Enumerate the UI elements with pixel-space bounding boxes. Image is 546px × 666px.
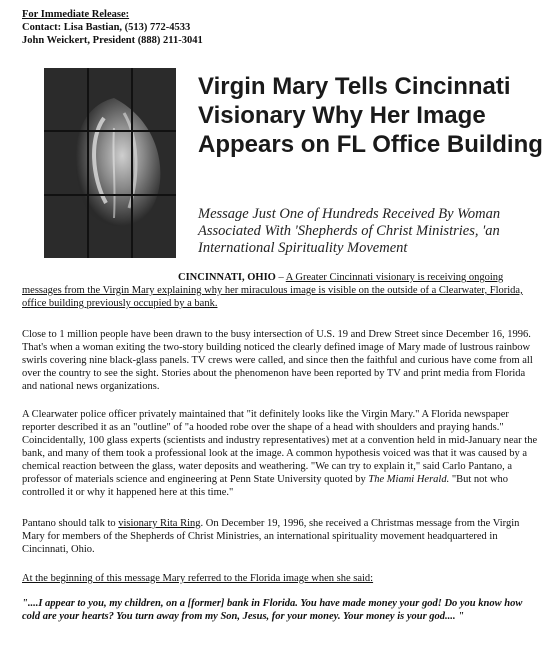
paragraph-2-text-a: A Clearwater police officer privately maintained that "it definitely looks like the Virgin Mary." A Florida newspaper reporter described it as an "outline" of "a hooded robe over the shape of a head with shoulders and praying hands." Coincidentally, 100 glass experts (scientists and industry representatives) met at a convention held in mid-January near the bank, and many of them took a professional look at the image. A common hypothesis voiced was that it was caused by a chemical reaction between the glass, water deposits and weathering. "We can try to explain it," said Carlo Pantano, a professor of materials science and engineering at Penn State University quoted by bbox=[22, 409, 538, 485]
building-image-photo bbox=[44, 68, 176, 258]
body-paragraph-4: At the beginning of this message Mary referred to the Florida image when she said: bbox=[22, 573, 374, 584]
visionary-name: visionary Rita Ring bbox=[118, 518, 201, 529]
paragraph-3-text-b: . On December 19, 1996, she received a Christmas message from the Virgin Mary for members of the Shepherds of Christ Ministries, an international spirituality movement headquartered in Cincinnati, Ohio. bbox=[22, 518, 520, 555]
body-paragraph-2 bbox=[22, 408, 540, 499]
message-quote: "....I appear to you, my children, on a [former] bank in Florida. You have made money your god! Do you know how cold are your hearts? You turn away from my Son, Jesus, for your money. Your money is your god.... " bbox=[22, 598, 523, 622]
release-notice: For Immediate Release: bbox=[22, 9, 130, 20]
newspaper-title: The Miami Herald. bbox=[368, 474, 450, 485]
headline: Virgin Mary Tells Cincinnati Visionary Why Her Image Appears on FL Office Building bbox=[198, 73, 543, 158]
contact-line-2: John Weickert, President (888) 211-3041 bbox=[22, 35, 203, 46]
body-paragraph-1: Close to 1 million people have been drawn to the busy intersection of U.S. 19 and Drew Street since December 16, 1996. That's when a woman exiting the two-story building noticed the clearly defined image of Mary made of lustrous rainbow swirls covering nine black-glass panels. TV crews were called, and since then the faithful and curious have come from all over the country to see the sight. Stories about the phenomenon have been reported by TV and print media from Florida and national news organizations. bbox=[22, 329, 533, 392]
lede-text: A Greater Cincinnati visionary is receiving ongoing messages from the Virgin Mary explaining why her miraculous image is visible on the outside of a Clearwater, Florida, office building previously occupied by a bank. bbox=[22, 272, 523, 309]
body-paragraph-3 bbox=[22, 517, 540, 556]
paragraph-2-text-b: "But not who controlled it or why it happened here at this time." bbox=[22, 474, 509, 498]
contact-line-1: Contact: Lisa Bastian, (513) 772-4533 bbox=[22, 22, 191, 33]
dateline: CINCINNATI, OHIO bbox=[178, 272, 276, 283]
photo-graphic bbox=[44, 68, 176, 258]
press-contact-block bbox=[22, 8, 203, 47]
lede-paragraph bbox=[22, 271, 540, 310]
dateline-dash: – bbox=[275, 272, 286, 283]
subheadline: Message Just One of Hundreds Received By Woman Associated With 'Shepherds of Christ Ministries, 'an International Spirituality Movement bbox=[198, 206, 501, 256]
paragraph-3-text-a: Pantano should talk to bbox=[22, 518, 119, 529]
